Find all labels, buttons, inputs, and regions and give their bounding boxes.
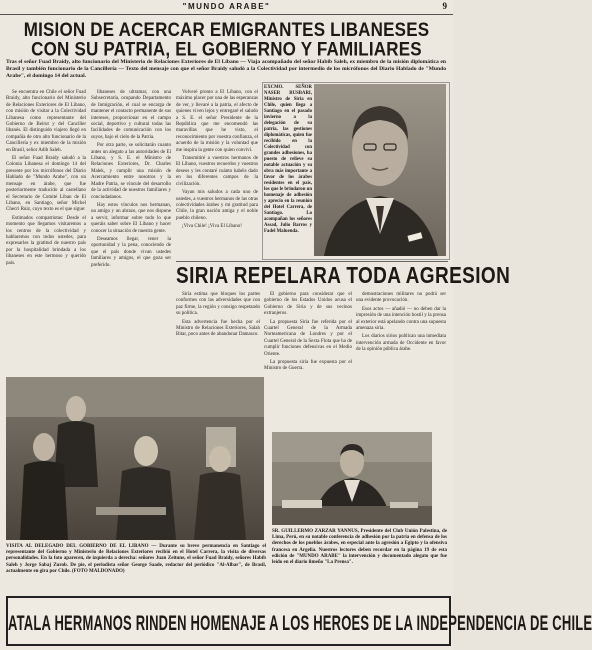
article-paragraph: demostraciones militares no podrá ser una evidente provocación. xyxy=(356,292,446,304)
page-header xyxy=(0,0,453,15)
article-paragraph: La propuesta Siria fue referida por el Cuartel General de la Armada Norteamericana de Londres y por el Cuartel General de la Sexta Flota que ha de cumplir funciones defensivas en el Medio Oriente. xyxy=(264,319,352,357)
page-number: 9 xyxy=(442,1,447,11)
article-paragraph: Transmitiré a vuestros hermanos de El Líbano, vuestros recuerdos y vuestros deseos y les contaré cuánto habéis dado en los diferentes campos de la civilización. xyxy=(176,156,258,187)
article-paragraph: Vayan mis saludos a cada uno de ustedes, a vuestros hermanos de las otras colectividades árabes y mi gratitud para Chile, la gran nación amiga y el noble pueblo chileno. xyxy=(176,190,258,221)
article-column-2 xyxy=(91,90,171,355)
article-paragraph: Los diarios sirios publican una inmediata intervención armada de Occidente en favor de la opinión pública árabe. xyxy=(356,334,446,353)
article-paragraph: Esta advertencia fue hecha por el Ministro de Relaciones Exteriores, Salah Bitar, poco antes de abandonar Damasco. xyxy=(176,319,260,338)
siria-column-3 xyxy=(356,292,446,372)
headline-line-1: MISION DE ACERCAR EMIGRANTES LIBANESES xyxy=(23,18,430,41)
article-paragraph: Volveré pronto a El Líbano, con el máximo placer por una de las esperanzas de ver, y llevaré a la patria, el afecto de quienes viven lejos y entregaré el saludo a S. E. el señor Presidente de la República que me encomendó las maravillas que he visto, el reconocimiento por vuestra confianza, el acuerdo de la misión y la voluntad que me inspira la gente con quien conviví. xyxy=(176,90,258,153)
tribute-banner xyxy=(6,596,592,646)
article-paragraph: Siria estima que bloques los partes conformes con las adversidades que con paz firme, la región y consigo respetando su política. xyxy=(176,292,260,317)
article-column-1 xyxy=(6,90,86,355)
siria-column-1 xyxy=(176,292,260,372)
divider xyxy=(176,261,448,262)
article-paragraph: Hay estos vínculos nos hermanan, un amigo y un abrazo, que nos dispone a servir, informar sobre todo lo que queráis saber sobre El Líbano y hacer conocer la situación de nuestra gente. xyxy=(91,202,171,234)
desk-photo xyxy=(272,432,432,525)
article-column-3 xyxy=(176,90,258,260)
article-paragraph: libaneses de ultramar, con una Subsecretaría, ocupando Departamento de Inmigración, el cual se encarga de mantener el contacto permanente de sus intereses, proporcionar en el campo social, deportivo y cultural todas las facilidades de comunicación con los suyos, bajo el cielo de la Patria. xyxy=(91,90,171,140)
tribute-banner-text: ATALA HERMANOS RINDEN HOMENAJE A LOS HEROES DE LA INDEPENDENCIA DE CHILE xyxy=(8,611,592,635)
group-photo xyxy=(6,377,264,540)
article-paragraph: Esos actos — añadió — no deben dar la impresión de una intención hostil y la prensa al exterior está apelando contra una supuesta amenaza siria. xyxy=(356,306,446,332)
portrait-caption: EXCMO. SEÑOR NASER RUSBARI, Ministro de Siria en Chile, quien llega a Santiago en el pasado invierno a la delegación de su patria, las gestiones diplomáticas, quien fue recibido en la Colectividad con grandes adhesiones, ha puesto de relieve su notable actuación y su obra más importante a favor de los árabes residentes en el país, los que le brindaron un homenaje de adhesión y aprecio en la reunión del Hotel Carrera, de Santiago. Lo acompañan los señores Assad, Julio Barros y Fadel Maluenda. xyxy=(264,85,312,234)
siria-column-2 xyxy=(264,292,352,372)
lead-paragraph: Tras el señor Fuad Braidy, alto funcionario del Ministerio de Relaciones Exteriores de El Líbano — Viaja acompañado del señor Habib Saleh, ex miembro de la misión diplomática en Brasil y también funcionario de la Cancillería — Texto del mensaje con que el señor Braidy saludó a la Colectividad por intermedio de los micrófonos del Diario Hablado de "Mundo Arabe", el domingo 14 del actual. xyxy=(6,59,446,79)
article-paragraph: El gobierno para considerar que el gobierno de los Estados Unidos acusa el Gobierno de Siria y de sus vecinos extranjeros. xyxy=(264,292,352,317)
headline-line-2: CON SU PATRIA, EL GOBIERNO Y FAMILIARES xyxy=(31,38,422,61)
article-paragraph: ¡Viva Chile! ¡Viva El Líbano! xyxy=(182,224,242,230)
siria-headline: SIRIA REPELARA TODA AGRESION xyxy=(176,264,511,290)
article-paragraph: Se encuentra en Chile el señor Fuad Braidy, alto funcionario del Ministerio de Relaciones Exteriores de El Líbano, con misión de visitar a la Colectividad Libanesa como representante del Gobierno de Beirut y del Canciller libanés. El distinguido viajero llegó en compañía de otro alto funcionario de la Cancillería y ex miembro de la misión en Brasil, señor Adib Saleh. xyxy=(6,90,86,153)
article-paragraph: La propuesta siria fue expuesta por el Ministro de Guerra. xyxy=(264,360,352,372)
group-photo-caption: VISITA AL DELEGADO DEL GOBIERNO DE EL LIBANO — Durante su breve permanencia en Santiago el representante del Gobierno y Ministerio de Relaciones Exteriores recibió en el Hotel Carrera, la visita de diversas personalidades. En la foto aparecen, de izquierda a derecha: señores Juan Zeitune, el señor Fuad Braidy, señores Habib Saleh y Jorge Sabaj Zurob. De pie, el periodista señor George Saade, redactor del periódico "Al-Albar", de Brasil, actualmente en gira por Chile. (FOTO MALDONADO) xyxy=(6,544,266,574)
main-headline xyxy=(4,20,449,59)
article-paragraph: Estimados compatriotas: Desde el momento que llegamos visitaremos a los centros de la colectividad y hablaremos con todos ustedes, para expresarles la gratitud de nuestro país por la hospitalidad brindada a los libaneses en este hermoso y querido país. xyxy=(6,215,86,266)
publication-name: "MUNDO ARABE" xyxy=(182,2,271,11)
portrait-photo xyxy=(314,84,446,256)
desk-photo-caption: SR. GUILLERMO ZARZAR YANNUS, Presidente del Club Unión Palestina, de Lima, Perú, en su notable conferencia de adhesión por la patria en defensa de los derechos de los pueblos árabes, en especial ante la agresión a Egipto y la ofensiva francesa en Argelia. Nuestros lectores deben recordar en la página 19 de esta edición de "MUNDO ARABE" la intervención y documentado alegato que fue leído en el diario limeño "La Prensa". xyxy=(272,529,447,566)
article-paragraph: Deseamos llegar, tener la oportunidad y la pena, conociendo de que el país donde vivan ustedes familiares y amigos, el que goza ser preferido. xyxy=(91,236,171,268)
article-paragraph: El señor Fuad Braidy saludó a la Colonia Libanesa el domingo 14 del presente por los micrófonos del Diario Hablado de "Mundo Arabe", con un mensaje en árabe, que fue posteriormente traducido al castellano el Secretario de Comité Liban de El Libano, en Santiago, señor Michel Checri Ruiz, cuyo texto es el que sigue: xyxy=(6,156,86,213)
article-paragraph: Por otra parte, se solicitarán cuanto antes un alegato a las autoridades de El Líbano, y S. E. el Ministro de Relaciones Exteriores, Dr. Charles Malek, y cumplir una misión de Acercamiento entre nosotros y la Madre Patria, se vincule del desarrollo de la actividad de nuestros familiares y conciudadanos. xyxy=(91,143,171,200)
